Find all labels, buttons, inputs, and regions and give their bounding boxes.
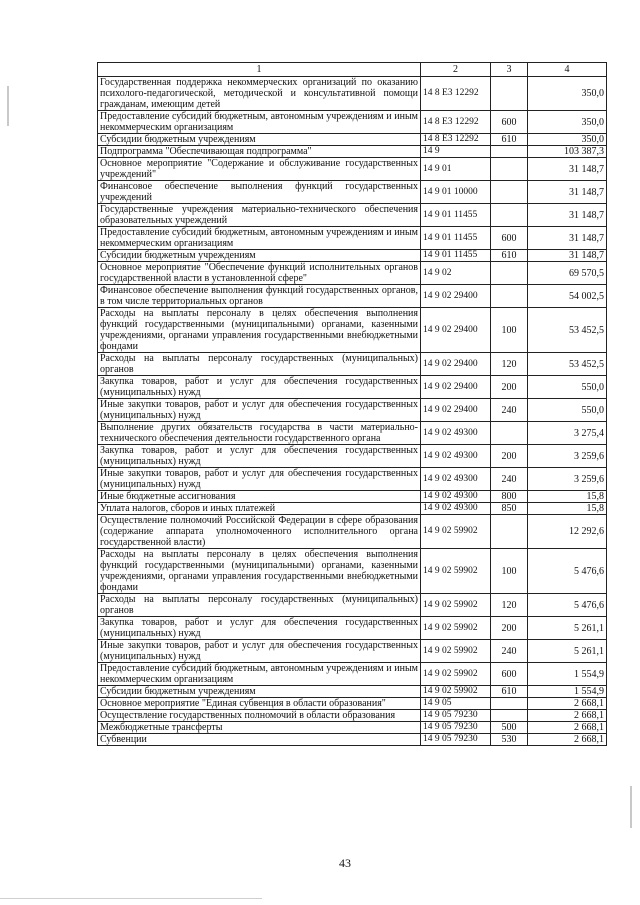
scan-edge-line <box>0 898 262 899</box>
cell-code: 14 9 02 29400 <box>421 376 491 399</box>
cell-name: Субсидии бюджетным учреждениям <box>98 686 421 698</box>
cell-name: Субсидии бюджетным учреждениям <box>98 250 421 262</box>
cell-code: 14 9 01 11455 <box>421 204 491 227</box>
cell-amount: 5 476,6 <box>528 549 607 594</box>
cell-name: Финансовое обеспечение выполнения функций государственных органов, в том числе территориальных органов <box>98 285 421 308</box>
cell-amount: 3 259,6 <box>528 468 607 491</box>
cell-code: 14 8 E3 12292 <box>421 134 491 146</box>
cell-code: 14 9 02 <box>421 262 491 285</box>
cell-name: Предоставление субсидий бюджетным, автономным учреждениям и иным некоммерческим организациям <box>98 227 421 250</box>
cell-code: 14 9 02 59902 <box>421 686 491 698</box>
cell-type <box>491 158 528 181</box>
cell-type: 240 <box>491 640 528 663</box>
scan-margin-mark <box>630 786 632 828</box>
cell-amount: 3 275,4 <box>528 422 607 445</box>
cell-amount: 53 452,5 <box>528 353 607 376</box>
cell-name: Закупка товаров, работ и услуг для обеспечения государственных (муниципальных) нужд <box>98 445 421 468</box>
cell-type: 610 <box>491 250 528 262</box>
cell-name: Закупка товаров, работ и услуг для обеспечения государственных (муниципальных) нужд <box>98 376 421 399</box>
table-row <box>98 515 607 549</box>
cell-code: 14 9 02 59902 <box>421 594 491 617</box>
cell-type <box>491 285 528 308</box>
cell-amount: 69 570,5 <box>528 262 607 285</box>
cell-code: 14 9 02 59902 <box>421 663 491 686</box>
cell-amount: 31 148,7 <box>528 227 607 250</box>
cell-code: 14 9 02 49300 <box>421 503 491 515</box>
table-row <box>98 181 607 204</box>
cell-amount: 350,0 <box>528 111 607 134</box>
cell-code: 14 9 02 49300 <box>421 445 491 468</box>
cell-amount: 2 668,1 <box>528 722 607 734</box>
table-row <box>98 353 607 376</box>
cell-amount: 31 148,7 <box>528 158 607 181</box>
table-row <box>98 503 607 515</box>
cell-type: 240 <box>491 399 528 422</box>
cell-amount: 3 259,6 <box>528 445 607 468</box>
scan-margin-mark <box>7 86 9 126</box>
cell-name: Закупка товаров, работ и услуг для обеспечения государственных (муниципальных) нужд <box>98 617 421 640</box>
cell-code: 14 8 E3 12292 <box>421 111 491 134</box>
cell-type <box>491 146 528 158</box>
cell-amount: 15,8 <box>528 491 607 503</box>
cell-amount: 2 668,1 <box>528 710 607 722</box>
table-row <box>98 227 607 250</box>
cell-code: 14 9 02 49300 <box>421 491 491 503</box>
cell-amount: 53 452,5 <box>528 308 607 353</box>
table-row <box>98 250 607 262</box>
cell-amount: 550,0 <box>528 376 607 399</box>
table-row <box>98 376 607 399</box>
cell-code: 14 9 02 59902 <box>421 549 491 594</box>
table-row <box>98 204 607 227</box>
table-row <box>98 617 607 640</box>
cell-amount: 54 002,5 <box>528 285 607 308</box>
cell-name: Расходы на выплаты персоналу государственных (муниципальных) органов <box>98 594 421 617</box>
cell-amount: 5 261,1 <box>528 640 607 663</box>
table-row <box>98 468 607 491</box>
cell-type <box>491 515 528 549</box>
cell-type: 200 <box>491 445 528 468</box>
table-row <box>98 422 607 445</box>
cell-name: Осуществление государственных полномочий в области образования <box>98 710 421 722</box>
cell-amount: 1 554,9 <box>528 686 607 698</box>
header-col-code: 2 <box>421 63 491 77</box>
cell-name: Выполнение других обязательств государства в части материально-технического обеспечения деятельности государственного органа <box>98 422 421 445</box>
cell-type: 120 <box>491 594 528 617</box>
table-row <box>98 594 607 617</box>
table-row <box>98 262 607 285</box>
cell-code: 14 9 02 59902 <box>421 640 491 663</box>
cell-name: Государственные учреждения материально-технического обеспечения образовательных учреждений <box>98 204 421 227</box>
table-row <box>98 710 607 722</box>
cell-name: Расходы на выплаты персоналу в целях обеспечения выполнения функций государственными (муниципальными) органами, казенными учреждениями, органами управления государственными внебюджетными фондами <box>98 308 421 353</box>
table-row <box>98 146 607 158</box>
table-row <box>98 111 607 134</box>
cell-type <box>491 710 528 722</box>
cell-code: 14 9 01 <box>421 158 491 181</box>
cell-code: 14 9 <box>421 146 491 158</box>
cell-amount: 350,0 <box>528 134 607 146</box>
cell-name: Предоставление субсидий бюджетным, автономным учреждениям и иным некоммерческим организациям <box>98 111 421 134</box>
cell-name: Субсидии бюджетным учреждениям <box>98 134 421 146</box>
cell-code: 14 9 02 49300 <box>421 422 491 445</box>
page-number: 43 <box>339 856 351 870</box>
table-row <box>98 445 607 468</box>
cell-code: 14 9 01 11455 <box>421 227 491 250</box>
cell-type: 530 <box>491 734 528 746</box>
cell-code: 14 9 02 49300 <box>421 468 491 491</box>
cell-code: 14 9 02 59902 <box>421 515 491 549</box>
cell-type <box>491 77 528 111</box>
cell-name: Предоставление субсидий бюджетным, автономным учреждениям и иным некоммерческим организациям <box>98 663 421 686</box>
cell-code: 14 8 E3 12292 <box>421 77 491 111</box>
cell-type: 100 <box>491 549 528 594</box>
header-col-amount: 4 <box>528 63 607 77</box>
cell-amount: 350,0 <box>528 77 607 111</box>
cell-name: Государственная поддержка некоммерческих организаций по оказанию психолого-педагогической, методической и консультативной помощи гражданам, имеющим детей <box>98 77 421 111</box>
cell-name: Финансовое обеспечение выполнения функций государственных учреждений <box>98 181 421 204</box>
cell-name: Расходы на выплаты персоналу государственных (муниципальных) органов <box>98 353 421 376</box>
table-row <box>98 158 607 181</box>
cell-type: 200 <box>491 617 528 640</box>
cell-name: Иные закупки товаров, работ и услуг для обеспечения государственных (муниципальных) нужд <box>98 640 421 663</box>
cell-code: 14 9 05 79230 <box>421 722 491 734</box>
cell-code: 14 9 02 29400 <box>421 353 491 376</box>
cell-type <box>491 262 528 285</box>
cell-code: 14 9 02 29400 <box>421 285 491 308</box>
cell-code: 14 9 01 10000 <box>421 181 491 204</box>
cell-amount: 2 668,1 <box>528 698 607 710</box>
cell-name: Субвенции <box>98 734 421 746</box>
table-row <box>98 491 607 503</box>
cell-type: 600 <box>491 227 528 250</box>
table-row <box>98 686 607 698</box>
cell-type: 200 <box>491 376 528 399</box>
cell-type: 800 <box>491 491 528 503</box>
cell-code: 14 9 02 59902 <box>421 617 491 640</box>
table-row <box>98 134 607 146</box>
cell-code: 14 9 05 <box>421 698 491 710</box>
cell-name: Межбюджетные трансферты <box>98 722 421 734</box>
cell-amount: 2 668,1 <box>528 734 607 746</box>
table-row <box>98 285 607 308</box>
header-col-name: 1 <box>98 63 421 77</box>
cell-name: Расходы на выплаты персоналу в целях обеспечения выполнения функций государственными (муниципальными) органами, казенными учреждениями, органами управления государственными внебюджетными фондами <box>98 549 421 594</box>
table-row <box>98 640 607 663</box>
cell-type: 120 <box>491 353 528 376</box>
table-row <box>98 399 607 422</box>
cell-name: Иные закупки товаров, работ и услуг для обеспечения государственных (муниципальных) нужд <box>98 468 421 491</box>
cell-amount: 12 292,6 <box>528 515 607 549</box>
cell-name: Основное мероприятие "Обеспечение функций исполнительных органов государственной власти в установленной сфере" <box>98 262 421 285</box>
cell-name: Основное мероприятие "Единая субвенция в области образования" <box>98 698 421 710</box>
cell-code: 14 9 02 29400 <box>421 399 491 422</box>
cell-code: 14 9 05 79230 <box>421 710 491 722</box>
cell-amount: 103 387,3 <box>528 146 607 158</box>
table-row <box>98 698 607 710</box>
cell-name: Уплата налогов, сборов и иных платежей <box>98 503 421 515</box>
cell-type: 100 <box>491 308 528 353</box>
cell-amount: 15,8 <box>528 503 607 515</box>
cell-amount: 31 148,7 <box>528 250 607 262</box>
cell-type <box>491 698 528 710</box>
table-row <box>98 77 607 111</box>
cell-name: Подпрограмма "Обеспечивающая подпрограмма" <box>98 146 421 158</box>
table-row <box>98 734 607 746</box>
cell-type: 850 <box>491 503 528 515</box>
cell-code: 14 9 02 29400 <box>421 308 491 353</box>
cell-amount: 1 554,9 <box>528 663 607 686</box>
cell-type <box>491 422 528 445</box>
cell-type: 240 <box>491 468 528 491</box>
table-row <box>98 308 607 353</box>
table-row <box>98 549 607 594</box>
cell-name: Осуществление полномочий Российской Федерации в сфере образования (содержание аппарата уполномоченного исполнительного органа государственной власти) <box>98 515 421 549</box>
cell-type: 610 <box>491 686 528 698</box>
cell-type: 610 <box>491 134 528 146</box>
cell-name: Основное мероприятие "Содержание и обслуживание государственных учреждений" <box>98 158 421 181</box>
table-row <box>98 722 607 734</box>
cell-code: 14 9 01 11455 <box>421 250 491 262</box>
table-row <box>98 663 607 686</box>
cell-amount: 31 148,7 <box>528 204 607 227</box>
cell-code: 14 9 05 79230 <box>421 734 491 746</box>
header-col-type: 3 <box>491 63 528 77</box>
cell-type <box>491 204 528 227</box>
cell-amount: 31 148,7 <box>528 181 607 204</box>
cell-type: 500 <box>491 722 528 734</box>
cell-type: 600 <box>491 111 528 134</box>
table-header-row <box>98 63 607 77</box>
cell-type: 600 <box>491 663 528 686</box>
budget-table <box>97 62 607 746</box>
cell-amount: 550,0 <box>528 399 607 422</box>
cell-amount: 5 476,6 <box>528 594 607 617</box>
cell-type <box>491 181 528 204</box>
cell-name: Иные закупки товаров, работ и услуг для обеспечения государственных (муниципальных) нужд <box>98 399 421 422</box>
cell-amount: 5 261,1 <box>528 617 607 640</box>
cell-name: Иные бюджетные ассигнования <box>98 491 421 503</box>
